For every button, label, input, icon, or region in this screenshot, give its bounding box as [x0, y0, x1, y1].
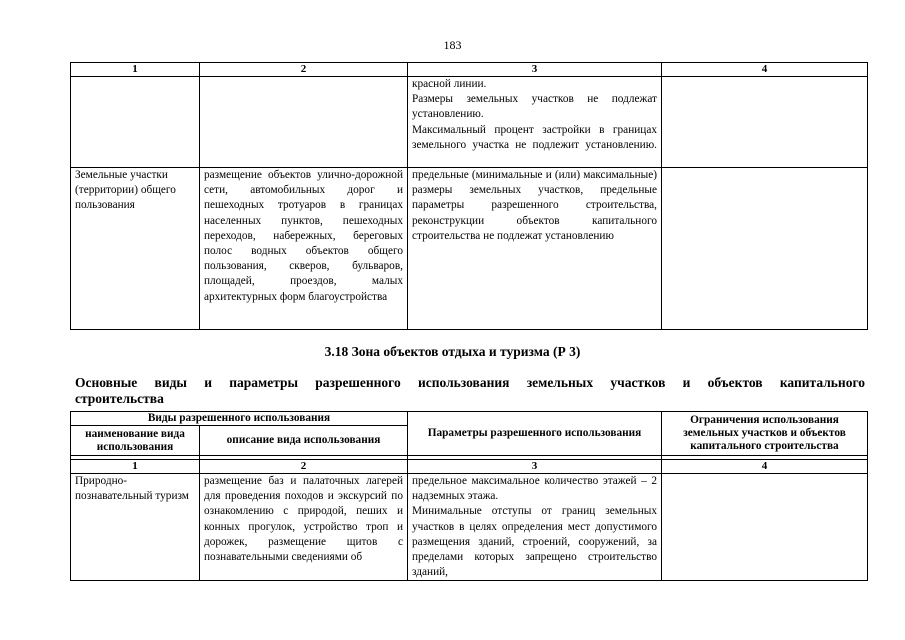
subtitle-line: Основные виды и параметры разрешенного использования земельных участков и объектов капитального — [75, 375, 865, 390]
table-row — [71, 77, 868, 168]
cell-use-description: размещение объектов улично-дорожной сети, автомобильных дорог и пешеходных тротуаров в границах населенных пунктов, пешеходных переходов, набережных, береговых полос водных объектов общего пользования, скверов, бульваров, площадей, проездов, малых архитектурных форм благоустройства — [200, 168, 408, 330]
col-number-1: 1 — [71, 63, 200, 77]
cell-text: Размеры земельных участков не подлежат установлению. — [412, 93, 657, 121]
col-number-4: 4 — [662, 460, 868, 474]
section-subtitle — [75, 375, 865, 407]
table-row — [71, 474, 868, 581]
col-number-1: 1 — [71, 460, 200, 474]
page-number: 183 — [443, 38, 462, 52]
cell-text: красной линии. — [412, 78, 487, 90]
params-header: Параметры разрешенного использования — [408, 412, 662, 456]
use-description-header: описание вида использования — [200, 426, 408, 456]
cell-text: Максимальный процент застройки в границах земельного участка не подлежит установлению. — [412, 123, 657, 151]
col-number-4: 4 — [662, 63, 868, 77]
cell-empty — [662, 168, 868, 330]
cell-params — [408, 77, 662, 168]
restrictions-header: Ограничения использования земельных участков и объектов капитального строительства — [662, 412, 868, 456]
col-number-2: 2 — [200, 63, 408, 77]
section-title: 3.18 Зона объектов отдыха и туризма (Р 3) — [324, 344, 581, 359]
use-name-header: наименование вида использования — [71, 426, 200, 456]
cell-text: Минимальные отступы от границ земельных участков в целях определения мест допустимого размещения зданий, строений, сооружений, за пределами которых запрещено строительство зданий, — [412, 505, 657, 579]
cell-params: предельные (минимальные и (или) максимальные) размеры земельных участков, предельные параметры разрешенного строительства, реконструкции объектов капитального строительства не подлежат установлению — [408, 168, 662, 330]
table-header-row — [71, 412, 868, 426]
cell-empty — [71, 77, 200, 168]
table-continued — [70, 62, 868, 330]
table-zone-r3 — [70, 411, 868, 581]
subtitle-line: строительства — [75, 391, 164, 406]
cell-empty — [662, 474, 868, 581]
cell-use-name: Земельные участки (территории) общего пользования — [71, 168, 200, 330]
table-header-row — [71, 63, 868, 77]
cell-empty — [200, 77, 408, 168]
col-number-3: 3 — [408, 63, 662, 77]
cell-empty — [662, 77, 868, 168]
col-number-2: 2 — [200, 460, 408, 474]
group-header: Виды разрешенного использования — [71, 412, 408, 426]
cell-params — [408, 474, 662, 581]
table-number-row — [71, 460, 868, 474]
cell-use-description: размещение баз и палаточных лагерей для проведения походов и экскурсий по ознакомлению с природой, пеших и конных прогулок, устройство троп и дорожек, размещение щитов с познавательными сведениями об — [200, 474, 408, 581]
cell-use-name: Природно-познавательный туризм — [71, 474, 200, 581]
col-number-3: 3 — [408, 460, 662, 474]
cell-text: предельное максимальное количество этажей – 2 надземных этажа. — [412, 475, 657, 503]
table-row — [71, 168, 868, 330]
